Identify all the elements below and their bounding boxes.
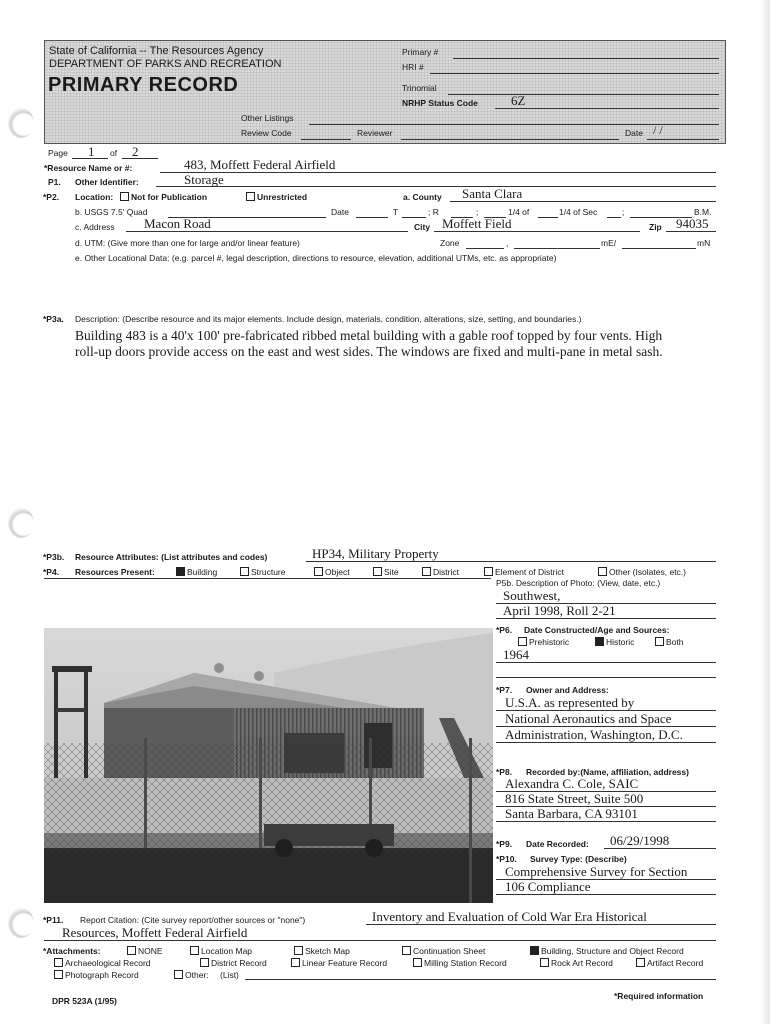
nrhp-label: NRHP Status Code xyxy=(402,98,478,108)
p6-prehistoric: Prehistoric xyxy=(518,637,569,647)
p4-object: Object xyxy=(314,567,350,577)
p4-building: Building xyxy=(176,567,217,577)
city-label: City xyxy=(414,222,431,232)
p11-number: *P11. xyxy=(43,915,64,925)
p5b-line-1: Southwest, xyxy=(503,588,561,603)
location-map-checkbox[interactable] xyxy=(190,946,199,955)
artifact-record-checkbox[interactable] xyxy=(636,958,645,967)
p8-line-1: Alexandra C. Cole, SAIC xyxy=(505,776,639,791)
township-line xyxy=(402,217,426,218)
p8-label: Recorded by:(Name, affiliation, address) xyxy=(526,767,689,777)
address-line xyxy=(126,231,408,232)
object-checkbox[interactable] xyxy=(314,567,323,576)
hri-line xyxy=(430,73,719,74)
zip-line xyxy=(666,231,716,232)
range-label: ; R xyxy=(428,207,439,217)
resource-name-label: *Resource Name or #: xyxy=(44,163,133,173)
p4-number: *P4. xyxy=(43,567,60,577)
section-line xyxy=(607,217,621,218)
utm-label: d. UTM: (Give more than one for large and/or linear feature) xyxy=(75,238,300,248)
archaeological-record-checkbox[interactable] xyxy=(54,958,63,967)
p6-both: Both xyxy=(655,637,684,647)
northing-line xyxy=(622,248,696,249)
site-checkbox[interactable] xyxy=(373,567,382,576)
zip-value: 94035 xyxy=(676,216,709,231)
zone-line xyxy=(466,248,504,249)
p5b-rule-2 xyxy=(496,618,716,619)
primary-label: Primary # xyxy=(402,47,439,57)
both-checkbox[interactable] xyxy=(655,637,664,646)
attachments-label: *Attachments: xyxy=(43,946,101,956)
building-photo xyxy=(44,628,493,903)
p10-line-2: 106 Compliance xyxy=(505,879,591,894)
usgs-date-label: Date xyxy=(331,207,349,217)
trinomial-label: Trinomial xyxy=(402,83,437,93)
p4-district: District xyxy=(422,567,459,577)
easting-line xyxy=(514,248,600,249)
utm-comma: , xyxy=(506,238,509,248)
nrhp-line xyxy=(495,108,719,109)
p6-historic: Historic xyxy=(595,637,634,647)
p1-value: Storage xyxy=(184,172,224,187)
p1-number: P1. xyxy=(48,177,61,187)
p6-rule-2 xyxy=(496,677,716,678)
hri-label: HRI # xyxy=(402,62,424,72)
continuation-sheet-checkbox[interactable] xyxy=(402,946,411,955)
att-other-line xyxy=(245,979,716,980)
city-line xyxy=(434,231,640,232)
county-value: Santa Clara xyxy=(462,186,523,201)
district-checkbox[interactable] xyxy=(422,567,431,576)
p7-line-3: Administration, Washington, D.C. xyxy=(505,727,683,742)
p2-location-label: Location: xyxy=(75,192,114,202)
p3a-number: *P3a. xyxy=(43,314,64,324)
date-line xyxy=(647,139,719,140)
city-value: Moffett Field xyxy=(442,216,512,231)
review-code-label: Review Code xyxy=(241,128,292,138)
p7-line-1: U.S.A. as represented by xyxy=(505,695,635,710)
p7-label: Owner and Address: xyxy=(526,685,609,695)
p3a-label: Description: (Describe resource and its major elements. Include design, materials, condition, alterations, size, setting, and boundaries.) xyxy=(75,314,582,324)
att-photo: Photograph Record xyxy=(54,970,139,980)
p6-number: *P6. xyxy=(496,625,513,635)
resource-name-value: 483, Moffett Federal Airfield xyxy=(184,157,336,172)
att-rock-art: Rock Art Record xyxy=(540,958,613,968)
form-header xyxy=(44,40,726,144)
p8-rule-3 xyxy=(496,821,716,822)
p2-not-for-publication: Not for Publication xyxy=(120,192,207,202)
p9-number: *P9. xyxy=(496,839,513,849)
p3b-label: Resource Attributes: (List attributes and codes) xyxy=(75,552,268,562)
p9-rule xyxy=(604,848,716,849)
zone-label: Zone xyxy=(440,238,460,248)
reviewer-line xyxy=(401,139,619,140)
p4-site: Site xyxy=(373,567,399,577)
none-checkbox[interactable] xyxy=(127,946,136,955)
address-label: c. Address xyxy=(75,222,115,232)
reviewer-label: Reviewer xyxy=(357,128,393,138)
p7-number: *P7. xyxy=(496,685,513,695)
resource-name-line xyxy=(160,172,716,173)
p4-structure: Structure xyxy=(240,567,286,577)
of-label: of xyxy=(110,148,118,158)
p8-line-2: 816 State Street, Suite 500 xyxy=(505,791,644,806)
p11-line-1: Inventory and Evaluation of Cold War Era Historical xyxy=(372,909,647,924)
page-number-line xyxy=(72,158,108,159)
department-name: DEPARTMENT OF PARKS AND RECREATION xyxy=(49,58,282,70)
bm-label: B.M. xyxy=(694,207,712,217)
district-record-checkbox[interactable] xyxy=(200,958,209,967)
p5b-line-2: April 1998, Roll 2-21 xyxy=(503,603,616,618)
p4-element: Element of District xyxy=(484,567,564,577)
other-locational-label: e. Other Locational Data: (e.g. parcel #, legal description, directions to resource, elevation, additional UTMs, etc. as appropriate) xyxy=(75,253,557,263)
description-line-2: roll-up doors provide access on the east and west sides. The windows are fixed and multi-pane in metal sash. xyxy=(75,344,663,359)
other-isolates-checkbox[interactable] xyxy=(598,567,607,576)
photograph-record-checkbox[interactable] xyxy=(54,970,63,979)
linear-feature-checkbox[interactable] xyxy=(291,958,300,967)
p6-rule xyxy=(496,662,716,663)
att-linear: Linear Feature Record xyxy=(291,958,387,968)
primary-line xyxy=(453,58,719,59)
usgs-date-line xyxy=(356,217,388,218)
att-district: District Record xyxy=(200,958,267,968)
date-label: Date xyxy=(625,128,643,138)
zip-label: Zip xyxy=(649,222,662,232)
p4-other: Other (Isolates, etc.) xyxy=(598,567,686,577)
sep-2: ; xyxy=(622,207,625,217)
date-value: / / xyxy=(653,123,663,137)
page-total: 2 xyxy=(132,144,139,159)
nrhp-value: 6Z xyxy=(511,93,526,108)
unrestricted-checkbox[interactable] xyxy=(246,192,255,201)
description-line-1: Building 483 is a 40'x 100' pre-fabricated ribbed metal building with a gable roof topped by four vents. High xyxy=(75,328,663,343)
p2-unrestricted: Unrestricted xyxy=(246,192,307,202)
page-label: Page xyxy=(48,148,68,158)
punch-hole xyxy=(8,508,34,538)
page-total-line xyxy=(122,158,158,159)
county-label: a. County xyxy=(403,192,442,202)
me-label: mE/ xyxy=(601,238,617,248)
p10-line-1: Comprehensive Survey for Section xyxy=(505,864,688,879)
p10-label: Survey Type: (Describe) xyxy=(530,854,627,864)
att-list-label: (List) xyxy=(220,970,239,980)
other-attachment-checkbox[interactable] xyxy=(174,970,183,979)
page-edge-shadow xyxy=(760,0,770,1024)
prehistoric-checkbox[interactable] xyxy=(518,637,527,646)
p11-label: Report Citation: (Cite survey report/other sources or "none") xyxy=(80,915,306,925)
p11-rule-1 xyxy=(366,924,716,925)
punch-hole xyxy=(8,908,34,938)
p5b-label: P5b. Description of Photo: (View, date, etc.) xyxy=(496,578,661,588)
p7-rule-3 xyxy=(496,742,716,743)
rock-art-checkbox[interactable] xyxy=(540,958,549,967)
p3b-number: *P3b. xyxy=(43,552,65,562)
att-artifact: Artifact Record xyxy=(636,958,703,968)
historic-checkbox[interactable] xyxy=(595,637,604,646)
sep-1: ; xyxy=(476,207,479,217)
p9-value: 06/29/1998 xyxy=(610,833,670,848)
element-of-district-checkbox[interactable] xyxy=(484,567,493,576)
quarter-line-2 xyxy=(538,217,558,218)
p4-label: Resources Present: xyxy=(75,567,155,577)
att-bso: Building, Structure and Object Record xyxy=(530,946,684,956)
p3b-line xyxy=(306,561,716,562)
trinomial-line xyxy=(448,94,719,95)
p6-label: Date Constructed/Age and Sources: xyxy=(524,625,670,635)
bso-record-checkbox[interactable] xyxy=(530,946,539,955)
milling-station-checkbox[interactable] xyxy=(413,958,422,967)
p8-number: *P8. xyxy=(496,767,513,777)
p11-line-2: Resources, Moffett Federal Airfield xyxy=(62,925,248,940)
att-sketch-map: Sketch Map xyxy=(294,946,350,956)
att-location-map: Location Map xyxy=(190,946,252,956)
p10-rule-2 xyxy=(496,894,716,895)
other-listings-label: Other Listings xyxy=(241,113,294,123)
usgs-label: b. USGS 7.5' Quad xyxy=(75,207,148,217)
att-continuation: Continuation Sheet xyxy=(402,946,485,956)
building-checkbox[interactable] xyxy=(176,567,185,576)
p10-number: *P10. xyxy=(496,854,517,864)
att-arch: Archaeological Record xyxy=(54,958,151,968)
p4-rule xyxy=(44,578,491,579)
p1-line xyxy=(156,186,716,187)
township-label: T xyxy=(393,207,399,217)
agency-name: State of California -- The Resources Agency xyxy=(49,45,264,57)
p8-line-3: Santa Barbara, CA 93101 xyxy=(505,806,638,821)
mn-label: mN xyxy=(697,238,711,248)
page-number: 1 xyxy=(88,144,95,159)
review-code-line xyxy=(301,139,351,140)
p6-value: 1964 xyxy=(503,647,529,662)
quarter-label-1: 1/4 of xyxy=(508,207,530,217)
quarter-label-2: 1/4 of Sec xyxy=(559,207,598,217)
required-note: *Required information xyxy=(614,991,704,1001)
not-for-publication-checkbox[interactable] xyxy=(120,192,129,201)
sketch-map-checkbox[interactable] xyxy=(294,946,303,955)
p3b-value: HP34, Military Property xyxy=(312,546,439,561)
punch-hole xyxy=(8,108,34,138)
att-milling: Milling Station Record xyxy=(413,958,507,968)
att-none: NONE xyxy=(127,946,163,956)
structure-checkbox[interactable] xyxy=(240,567,249,576)
form-title: PRIMARY RECORD xyxy=(48,74,239,96)
p9-label: Date Recorded: xyxy=(526,839,589,849)
p11-rule-2 xyxy=(44,940,716,941)
p2-number: *P2. xyxy=(43,192,60,202)
p1-label: Other Identifier: xyxy=(75,177,139,187)
att-other: Other: xyxy=(174,970,209,980)
address-value: Macon Road xyxy=(144,216,211,231)
county-line xyxy=(450,201,716,202)
form-number: DPR 523A (1/95) xyxy=(52,996,117,1006)
p7-line-2: National Aeronautics and Space xyxy=(505,711,672,726)
